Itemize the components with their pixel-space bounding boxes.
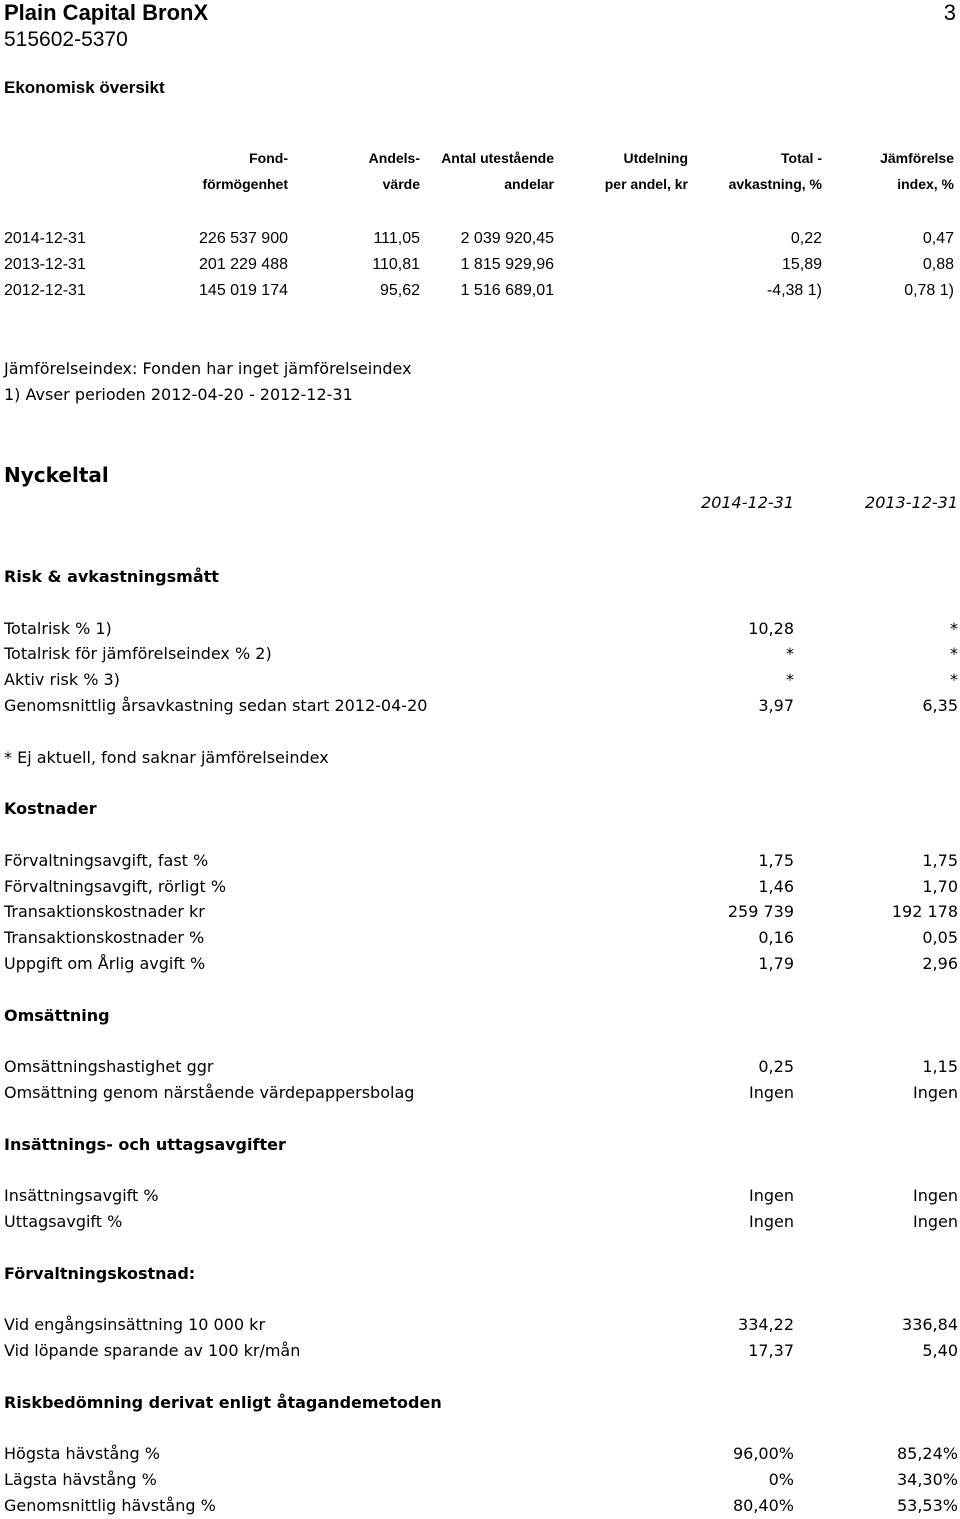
- value-2014: 1,46: [758, 876, 794, 896]
- value-2013: Ingen: [913, 1186, 958, 1206]
- col-header: index, %: [897, 176, 954, 192]
- row-label: Uttagsavgift %: [4, 1211, 123, 1231]
- value-2013: 336,84: [902, 1315, 958, 1335]
- value-2013: Ingen: [913, 1211, 958, 1231]
- row-label: Omsättningshastighet ggr: [4, 1057, 214, 1077]
- table-row: [0, 642, 960, 668]
- value-2013: *: [950, 618, 958, 638]
- value-2014: *: [786, 644, 794, 664]
- page-number: 3: [943, 0, 956, 25]
- table-row: [0, 1055, 960, 1081]
- section-heading: [0, 1262, 960, 1288]
- value-2014: 17,37: [748, 1340, 794, 1360]
- value-2013: 192 178: [891, 902, 958, 922]
- cell-formogenhet: 201 229 488: [199, 256, 288, 273]
- value-2013: 53,53%: [896, 1495, 958, 1515]
- table-row: [0, 617, 960, 643]
- value-2013: 34,30%: [896, 1469, 958, 1489]
- section-heading: [0, 1004, 960, 1030]
- col-header: Fond-: [249, 150, 288, 166]
- note-line: Jämförelseindex: Fonden har inget jämförelseindex: [4, 359, 412, 378]
- section-title: Omsättning: [4, 1005, 110, 1025]
- row-label: Aktiv risk % 3): [4, 670, 120, 690]
- row-label: Vid löpande sparande av 100 kr/mån: [4, 1340, 301, 1360]
- table-row: [0, 228, 960, 254]
- cell-andelar: 1 815 929,96: [460, 256, 554, 273]
- table-row: [0, 926, 960, 952]
- note-line: 1) Avser perioden 2012-04-20 - 2012-12-31: [4, 385, 353, 404]
- value-2014: Ingen: [749, 1082, 794, 1102]
- value-2013: 1,15: [922, 1057, 958, 1077]
- value-2013: 6,35: [922, 695, 958, 715]
- col-header: Utdelning: [623, 150, 688, 166]
- section-title: Kostnader: [4, 799, 97, 819]
- table-row: [0, 280, 960, 306]
- table-row: [0, 254, 960, 280]
- cell-index: 0,88: [922, 256, 954, 273]
- value-2014: 1,75: [758, 850, 794, 870]
- org-number: 515602-5370: [4, 28, 128, 51]
- row-label: Genomsnittlig hävstång %: [4, 1495, 216, 1515]
- column-date-2014: 2014-12-31: [701, 493, 794, 512]
- fund-name: Plain Capital BronX: [4, 0, 209, 25]
- row-label: Omsättning genom närstående värdepappersbolag: [4, 1082, 415, 1102]
- section-title: Insättnings- och uttagsavgifter: [4, 1134, 286, 1154]
- value-2014: 0,16: [758, 928, 794, 948]
- cell-formogenhet: 226 537 900: [199, 230, 288, 247]
- row-label: Högsta hävstång %: [4, 1444, 160, 1464]
- row-date: 2012-12-31: [4, 282, 86, 299]
- footnote: [0, 746, 960, 772]
- section-heading: [0, 1391, 960, 1417]
- table-row: [0, 1184, 960, 1210]
- key-figures-table: [0, 565, 960, 1519]
- value-2014: 10,28: [748, 618, 794, 638]
- value-2013: 2,96: [922, 953, 958, 973]
- col-header: Total -: [781, 150, 822, 166]
- column-date-2013: 2013-12-31: [865, 493, 958, 512]
- row-date: 2013-12-31: [4, 256, 86, 273]
- cell-andelsvarde: 111,05: [373, 230, 420, 247]
- value-2014: 96,00%: [732, 1444, 794, 1464]
- value-2013: 1,75: [922, 850, 958, 870]
- value-2014: 259 739: [727, 902, 794, 922]
- section-title: Förvaltningskostnad:: [4, 1263, 196, 1283]
- col-header: andelar: [504, 176, 554, 192]
- row-label: Vid engångsinsättning 10 000 kr: [4, 1315, 266, 1335]
- table-row: [0, 1210, 960, 1236]
- row-label: Förvaltningsavgift, rörligt %: [4, 876, 227, 896]
- row-label: Insättningsavgift %: [4, 1186, 159, 1206]
- cell-formogenhet: 145 019 174: [199, 282, 288, 299]
- value-2013: *: [950, 644, 958, 664]
- table-row: [0, 1468, 960, 1494]
- section-heading: [0, 565, 960, 591]
- overview-header-row-2: [0, 174, 960, 200]
- cell-avkastning: 15,89: [781, 256, 822, 273]
- col-header: förmögenhet: [202, 176, 288, 192]
- footnote-text: * Ej aktuell, fond saknar jämförelseindex: [4, 747, 329, 767]
- value-2014: 1,79: [758, 953, 794, 973]
- cell-andelsvarde: 95,62: [379, 282, 420, 299]
- row-label: Lägsta hävstång %: [4, 1469, 157, 1489]
- col-header: värde: [382, 176, 420, 192]
- cell-andelar: 1 516 689,01: [460, 282, 554, 299]
- section-heading: [0, 1133, 960, 1159]
- value-2014: 0,25: [758, 1057, 794, 1077]
- row-label: Genomsnittlig årsavkastning sedan start 2012-04-20: [4, 695, 428, 715]
- table-row: [0, 1081, 960, 1107]
- row-label: Transaktionskostnader %: [4, 928, 205, 948]
- value-2013: 0,05: [922, 928, 958, 948]
- value-2014: 3,97: [758, 695, 794, 715]
- key-figures-column-dates: [0, 491, 960, 517]
- value-2013: 5,40: [922, 1340, 958, 1360]
- row-label: Förvaltningsavgift, fast %: [4, 850, 209, 870]
- value-2014: Ingen: [749, 1211, 794, 1231]
- value-2014: Ingen: [749, 1186, 794, 1206]
- row-label: Uppgift om Årlig avgift %: [4, 953, 206, 973]
- row-date: 2014-12-31: [4, 230, 86, 247]
- table-row: [0, 694, 960, 720]
- col-header: Andels-: [368, 150, 420, 166]
- overview-title: Ekonomisk översikt: [4, 78, 165, 97]
- value-2014: 0%: [768, 1469, 794, 1489]
- overview-table: [0, 148, 960, 306]
- col-header: avkastning, %: [728, 176, 822, 192]
- row-label: Totalrisk % 1): [4, 618, 112, 638]
- table-row: [0, 1313, 960, 1339]
- value-2014: 80,40%: [732, 1495, 794, 1515]
- table-row: [0, 1442, 960, 1468]
- col-header: per andel, kr: [604, 176, 688, 192]
- cell-andelar: 2 039 920,45: [460, 230, 554, 247]
- cell-avkastning: -4,38 1): [766, 282, 822, 299]
- section-title: Risk & avkastningsmått: [4, 567, 219, 586]
- cell-avkastning: 0,22: [790, 230, 822, 247]
- table-row: [0, 849, 960, 875]
- row-label: Transaktionskostnader kr: [4, 902, 205, 922]
- section-heading: [0, 797, 960, 823]
- key-figures-title: Nyckeltal: [4, 463, 109, 487]
- value-2013: Ingen: [913, 1082, 958, 1102]
- row-label: Totalrisk för jämförelseindex % 2): [4, 644, 272, 664]
- table-row: [0, 668, 960, 694]
- overview-header-row-1: [0, 148, 960, 174]
- cell-andelsvarde: 110,81: [372, 256, 420, 273]
- cell-index: 0,47: [922, 230, 954, 247]
- table-row: [0, 1339, 960, 1365]
- value-2014: *: [786, 670, 794, 690]
- table-row: [0, 875, 960, 901]
- table-row: [0, 1494, 960, 1519]
- value-2013: 85,24%: [896, 1444, 958, 1464]
- col-header: Jämförelse: [880, 150, 954, 166]
- value-2013: 1,70: [922, 876, 958, 896]
- value-2013: *: [950, 670, 958, 690]
- cell-index: 0,78 1): [904, 282, 954, 299]
- table-row: [0, 900, 960, 926]
- col-header: Antal utestående: [441, 150, 554, 166]
- section-title: Riskbedömning derivat enligt åtagandemetoden: [4, 1392, 442, 1412]
- table-row: [0, 952, 960, 978]
- value-2014: 334,22: [738, 1315, 794, 1335]
- overview-notes: [4, 356, 412, 408]
